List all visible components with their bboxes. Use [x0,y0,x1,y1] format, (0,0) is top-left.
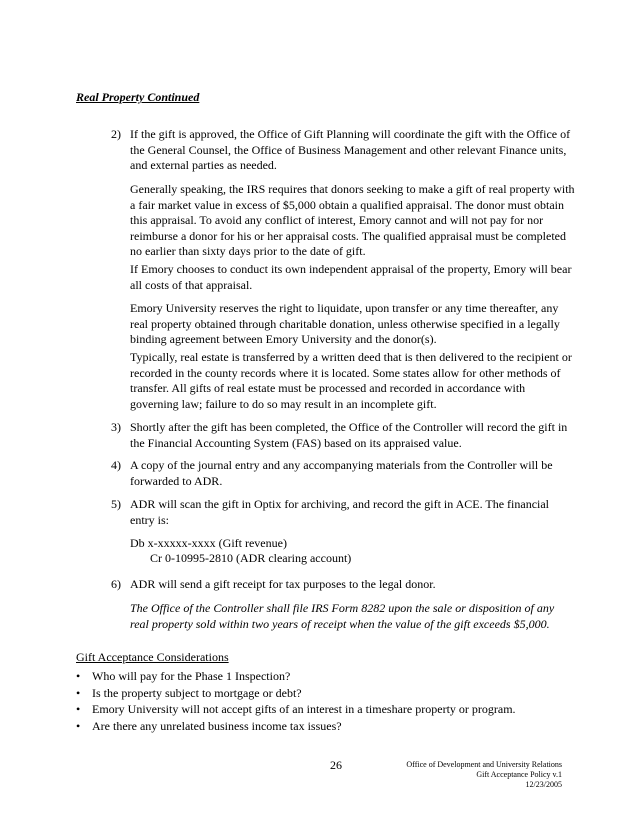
item-text: ADR will scan the gift in Optix for archiving, and record the gift in ACE. The financial entry is: [130,497,550,527]
footer-policy: Gift Acceptance Policy v.1 [476,770,562,779]
list-item-2 [111,127,571,174]
page-title: Real Property Continued [76,90,200,104]
footer-date: 12/23/2005 [525,780,562,789]
item-number: 2) [111,127,121,141]
bullet-icon: • [76,702,81,716]
page-footer [406,760,562,790]
item-text: A copy of the journal entry and any accompanying materials from the Controller will be forwarded to ADR. [130,458,553,488]
list-item [76,702,516,719]
footer-office: Office of Development and University Relations [406,760,562,769]
list-item [76,686,516,703]
journal-debit-entry: Db x-xxxxx-xxxx (Gift revenue) [130,536,287,550]
item-number: 3) [111,420,121,434]
bullet-icon: • [76,718,81,733]
item-text: If the gift is approved, the Office of Gift Planning will coordinate the gift with the Office of the General Counsel, the Office of Business Management and other relevant Finance units, and external parties as needed. [130,127,571,172]
bullet-icon: • [76,685,81,700]
list-item [76,669,516,686]
paragraph-appraisal: Generally speaking, the IRS requires that donors seeking to make a gift of real property with a fair market value in excess of $5,000 obtain a qualified appraisal. The donor must obtain this appraisal. To avoid any conflict of interest, Emory cannot and will not pay for nor reimburse a donor for his or her appraisal costs. The qualified appraisal must be completed no earlier than sixty days prior to the date of gift. [130,182,575,258]
paragraph-deed-transfer: Typically, real estate is transferred by a written deed that is then delivered to the recipient or recorded in the county records where it is located. Some states allow for other methods of transfer. All gifts of real estate must be processed and recorded in accordance with governing law; failure to do so may result in an incomplete gift. [130,350,572,411]
paragraph-independent-appraisal: If Emory chooses to conduct its own independent appraisal of the property, Emory will bear all costs of that appraisal. [130,262,572,292]
item-number: 5) [111,497,121,511]
list-item-3 [111,420,571,451]
bullet-icon: • [76,669,81,683]
bullet-text: Who will pay for the Phase 1 Inspection? [92,669,291,683]
controller-note: The Office of the Controller shall file IRS Form 8282 upon the sale or disposition of any real property sold within two years of receipt when the value of the gift exceeds $5,000. [130,601,555,631]
item-number: 4) [111,458,121,472]
bullet-text: Emory University will not accept gifts of an interest in a timeshare property or program. [92,702,516,716]
bullet-text: Are there any unrelated business income tax issues? [92,718,342,733]
list-item-5 [111,497,571,528]
paragraph-liquidation: Emory University reserves the right to liquidate, upon transfer or any time thereafter, any real property obtained through charitable donation, unless otherwise specified in a legally binding agreement between Emory University and the donor(s). [130,301,560,346]
list-item [76,719,516,736]
bullet-text: Is the property subject to mortgage or debt? [92,685,302,700]
journal-credit-entry: Cr 0-10995-2810 (ADR clearing account) [150,551,352,565]
page-number: 26 [330,758,342,772]
item-text: Shortly after the gift has been completed, the Office of the Controller will record the gift in the Financial Accounting System (FAS) based on its appraised value. [130,420,568,450]
item-number: 6) [111,577,121,591]
list-item-6 [111,577,571,593]
considerations-list [76,669,516,735]
section-title: Gift Acceptance Considerations [76,650,229,664]
list-item-4 [111,458,571,489]
item-text: ADR will send a gift receipt for tax purposes to the legal donor. [130,577,436,591]
